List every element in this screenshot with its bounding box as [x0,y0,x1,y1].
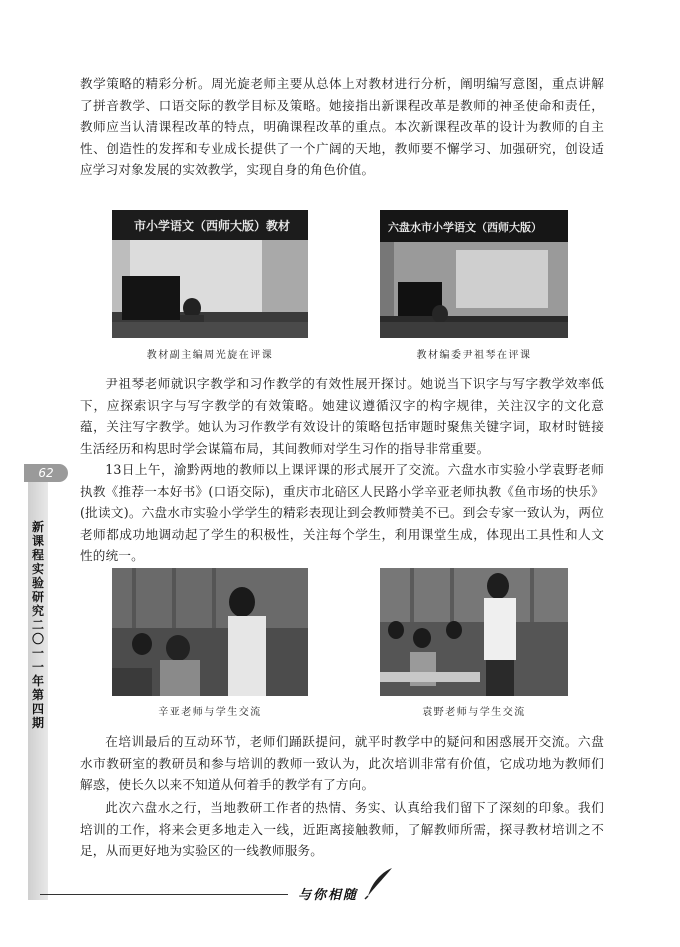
paragraph-4: 在培训最后的互动环节，老师们踊跃提问，就平时教学中的疑问和困惑展开交流。六盘水市教研室的教研员和参与培训的教师一致认为，此次培训非常有价值，它成功地为教师们解惑，使长久以来不知道从何着手的教学有了方向。 [80,734,604,792]
caption-photo-2: 教材编委尹祖琴在评课 [416,350,532,361]
photo-zhou-guangxuan [112,210,308,338]
paragraph-2: 尹祖琴老师就识字教学和习作教学的有效性展开探讨。她说当下识字与写字教学效率低下，应探索识字与写字教学的有效策略。她建议遵循汉字的构字规律，关注汉字的文化意蕴，关注写字教学。她认为习作教学有效设计的策略包括审题时聚焦关键字词，取材时链接生活经历和构思时学会谋篇布局，其间教师对学生习作的指导非常重要。 [80,376,604,456]
photo-yuan-ye [380,568,568,696]
paragraph-5: 此次六盘水之行，当地教研工作者的热情、务实、认真给我们留下了深刻的印象。我们培训的工作，将来会更多地走入一线，近距离接触教师，了解教师所需，探寻教材培训之不足，从而更好地为实验区的一线教师服务。 [80,800,604,858]
paragraph-1: 教学策略的精彩分析。周光旋老师主要从总体上对教材进行分析，阐明编写意图，重点讲解了拼音教学、口语交际的教学目标及策略。她接指出新课程改革是教师的神圣使命和责任，教师应当认清课程改革的特点，明确课程改革的重点。本次新课程改革的设计为教师的自主性、创造性的发挥和专业成长提供了一个广阔的天地，教师要不懈学习、加强研究，创设适应学习对象发展的实效教学，实现自身的角色价值。 [80,76,604,177]
paragraph-3: 13日上午，渝黔两地的教师以上课评课的形式展开了交流。六盘水市实验小学袁野老师执教《推荐一本好书》(口语交际)，重庆市北碚区人民路小学辛亚老师执教《鱼市场的快乐》(批读文)。六盘水市实验小学学生的精彩表现让到会教师赞美不已。到会专家一致认为，两位老师都成功地调动起了学生的积极性，关注每个学生，利用课堂生成，体现出工具性和人文性的统一。 [80,462,604,563]
banner-text-1: 市小学语文（西师大版）教材 [134,219,291,233]
photo-xin-ya [112,568,308,696]
caption-photo-3: 辛亚老师与学生交流 [158,707,262,718]
footer-rule [40,894,288,895]
caption-photo-1: 教材副主编周光旋在评课 [146,350,274,361]
banner-text-2: 六盘水市小学语文（西师大版） [388,221,542,234]
page-number: 62 [24,464,68,482]
footer-column-title: 与你相随 [298,888,359,903]
quill-pen-icon [362,866,396,900]
photo-yin-zuqin [380,210,568,338]
caption-photo-4: 袁野老师与学生交流 [422,707,526,718]
journal-name-vertical: 新课程实验研究 二〇一一年 第四期 [31,520,57,730]
